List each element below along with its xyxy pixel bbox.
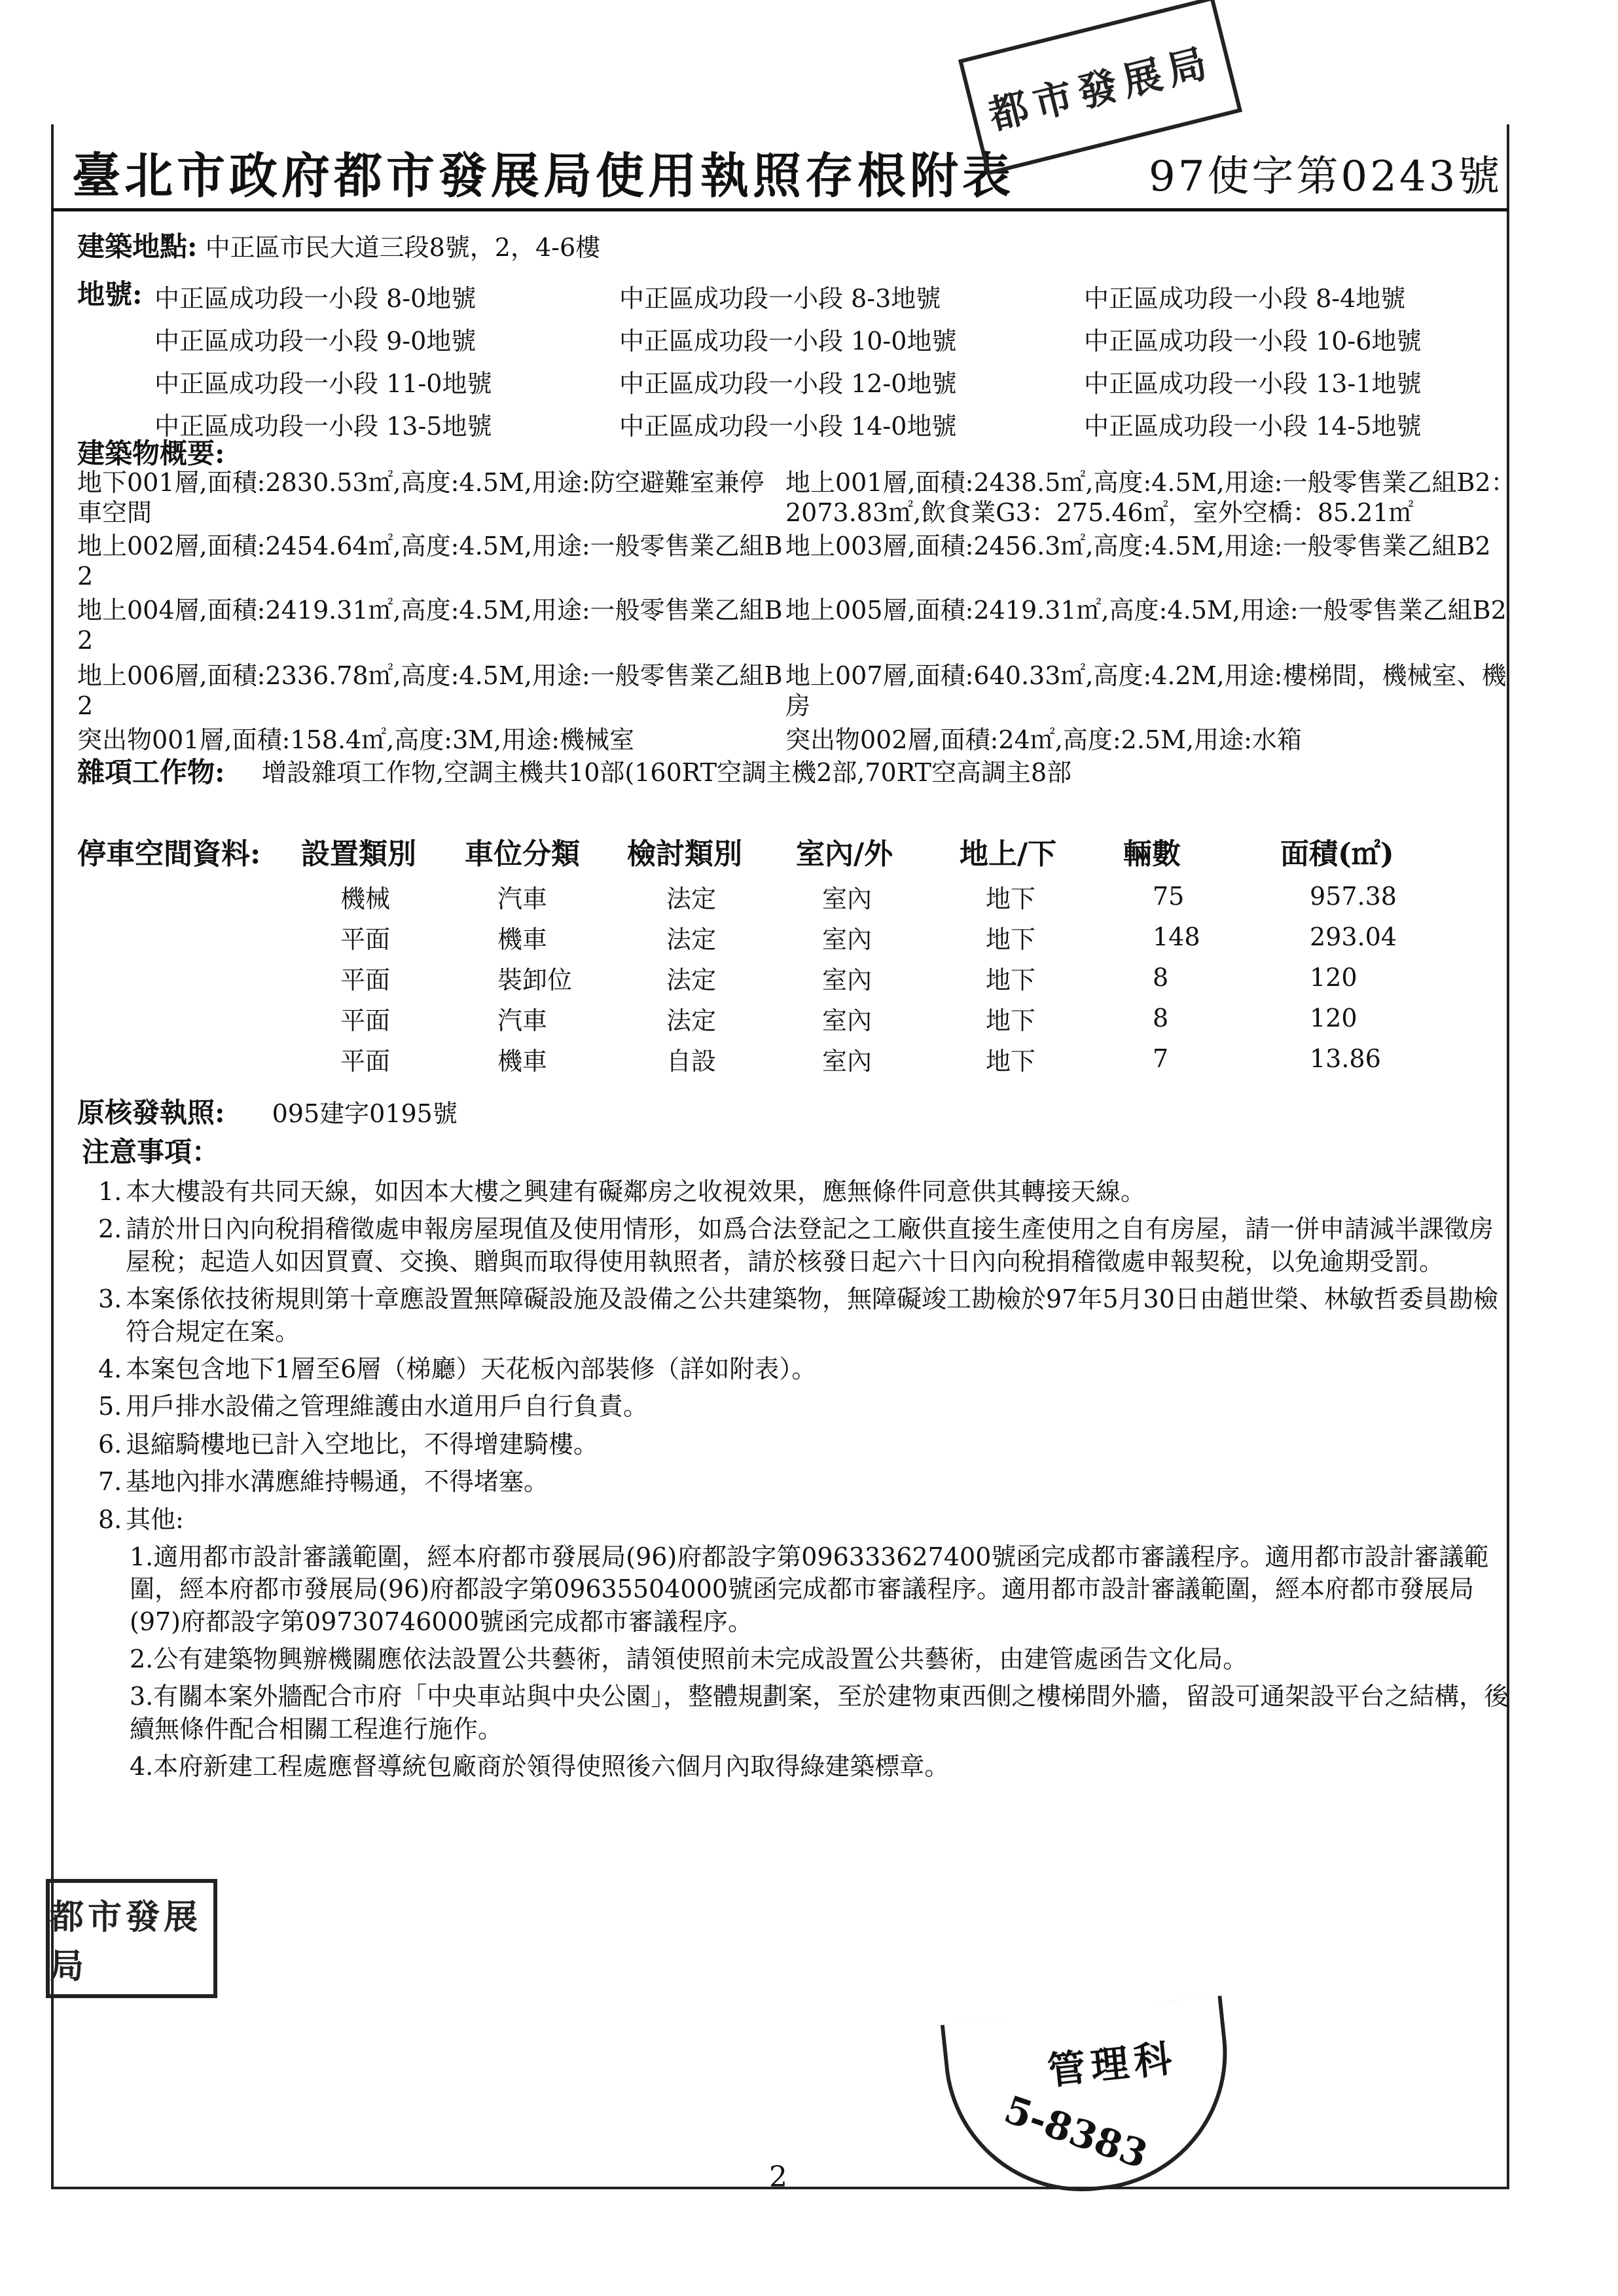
sub-note: 4.本府新建工程處應督導統包廠商於領得使照後六個月內取得綠建築標章。	[130, 1752, 950, 1781]
parking-cell: 室內	[822, 924, 872, 954]
lot-item: 中正區成功段一小段 14-5地號	[1084, 412, 1422, 441]
parking-cell: 汽車	[497, 1006, 548, 1035]
note-number: 6.	[98, 1429, 122, 1459]
sub-note: 3.有關本案外牆配合市府「中央車站與中央公園」，整體規劃案，至於建物東西側之樓梯間外牆，留設可通架設平台之結構，後續無條件配合相關工程進行施作。	[130, 1682, 1509, 1743]
lot-item: 中正區成功段一小段 13-1地號	[1084, 369, 1422, 398]
document-title: 臺北市政府都市發展局使用執照存根附表	[72, 148, 1015, 204]
misc-label: 雜項工作物:	[77, 756, 225, 788]
lot-item: 中正區成功段一小段 9-0地號	[154, 327, 476, 355]
parking-cell: 機車	[497, 924, 548, 954]
note-text: 其他:	[126, 1504, 184, 1534]
building-floor-left: 地上004層,面積:2419.31㎡,高度:4.5M,用途:一般零售業乙組B2	[77, 596, 783, 655]
note-text: 退縮騎樓地已計入空地比，不得增建騎樓。	[126, 1429, 599, 1459]
lot-item: 中正區成功段一小段 13-5地號	[154, 412, 492, 441]
note-text: 用戶排水設備之管理維護由水道用戶自行負責。	[126, 1392, 649, 1421]
table-row	[77, 876, 1437, 917]
note-text: 基地內排水溝應維持暢通，不得堵塞。	[126, 1467, 549, 1497]
lots-grid	[154, 278, 1450, 442]
seal-left-text: 都市發展局	[50, 1897, 202, 1986]
note-text: 本案係依技術規則第十章應設置無障礙設施及設備之公共建築物，無障礙竣工勘檢於97年5月30日由趙世榮、林敏哲委員勘檢符合規定在案。	[126, 1285, 1498, 1346]
building-floor-right: 突出物002層,面積:24㎡,高度:2.5M,用途:水箱	[785, 725, 1302, 754]
list-item	[98, 1504, 1512, 1536]
building-floor-right: 地上001層,面積:2438.5㎡,高度:4.5M,用途:一般零售業乙組B2：2073.83㎡,飲食業G3：275.46㎡，室外空橋：85.21㎡	[785, 468, 1516, 527]
table-row	[77, 998, 1437, 1038]
note-number: 5.	[98, 1392, 122, 1421]
notes-list	[98, 1176, 1512, 1789]
parking-cell: 地下	[986, 965, 1036, 994]
misc-value: 增設雜項工作物,空調主機共10部(160RT空調主機2部,70RT空高調主8部	[262, 758, 1072, 787]
permit-number: 97使字第0243號	[1149, 153, 1503, 201]
building-floor-left: 地上002層,面積:2454.64㎡,高度:4.5M,用途:一般零售業乙組B2	[77, 532, 783, 591]
parking-cell: 8	[1153, 963, 1169, 992]
parking-col-header: 室內/外	[796, 837, 893, 871]
seal-top-text: 都市發展局	[984, 39, 1218, 139]
lot-item: 中正區成功段一小段 11-0地號	[154, 369, 492, 398]
table-row	[77, 917, 1437, 957]
parking-cell: 平面	[340, 965, 391, 994]
list-item	[98, 1213, 1512, 1278]
parking-table	[77, 826, 1437, 1079]
building-floor-right: 地上003層,面積:2456.3㎡,高度:4.5M,用途:一般零售業乙組B2	[785, 532, 1491, 560]
lot-item: 中正區成功段一小段 10-0地號	[619, 327, 957, 355]
parking-cell: 法定	[666, 1006, 717, 1035]
parking-cell: 957.38	[1310, 882, 1397, 911]
parking-cell: 平面	[340, 1046, 391, 1076]
parking-cell: 機車	[497, 1046, 548, 1076]
table-row	[77, 1038, 1437, 1079]
parking-col-header: 輛數	[1123, 837, 1181, 871]
parking-cell: 自設	[666, 1046, 717, 1076]
list-item	[98, 1391, 1512, 1423]
list-item	[98, 1176, 1512, 1208]
lot-item: 中正區成功段一小段 8-4地號	[1084, 284, 1406, 313]
list-item	[98, 1466, 1512, 1498]
parking-cell: 8	[1153, 1004, 1169, 1032]
parking-cell: 室內	[822, 884, 872, 913]
building-floor-right: 地上007層,面積:640.33㎡,高度:4.2M,用途:樓梯間，機械室、機房	[785, 661, 1507, 720]
building-label: 建築物概要:	[77, 437, 225, 469]
parking-col-header: 檢討類別	[627, 837, 742, 871]
parking-cell: 7	[1153, 1044, 1169, 1073]
parking-cell: 293.04	[1310, 922, 1397, 951]
list-item	[98, 1353, 1512, 1385]
parking-cell: 裝卸位	[497, 965, 573, 994]
header-rule	[51, 208, 1508, 211]
note-number: 3.	[98, 1285, 122, 1314]
parking-cell: 13.86	[1310, 1044, 1381, 1073]
note-number: 7.	[98, 1467, 122, 1497]
site-row	[77, 230, 600, 263]
parking-cell: 平面	[340, 1006, 391, 1035]
parking-cell: 法定	[666, 924, 717, 954]
table-row	[77, 957, 1437, 998]
parking-cell: 室內	[822, 965, 872, 994]
lot-item: 中正區成功段一小段 8-3地號	[619, 284, 941, 313]
building-floor-right: 地上005層,面積:2419.31㎡,高度:4.5M,用途:一般零售業乙組B2	[785, 596, 1507, 625]
parking-label: 停車空間資料:	[77, 837, 261, 871]
parking-cell: 120	[1310, 1004, 1357, 1032]
parking-col-header: 面積(㎡)	[1280, 837, 1394, 871]
list-item	[98, 1429, 1512, 1461]
parking-cell: 機械	[340, 884, 391, 913]
parking-cell: 地下	[986, 924, 1036, 954]
list-item	[98, 1283, 1512, 1348]
parking-cell: 室內	[822, 1046, 872, 1076]
lots-label: 地號:	[77, 278, 143, 310]
page-number: 2	[769, 2160, 787, 2194]
building-floor-left: 突出物001層,面積:158.4㎡,高度:3M,用途:機械室	[77, 725, 635, 754]
original-permit-row	[77, 1097, 458, 1129]
building-floor-left: 地下001層,面積:2830.53㎡,高度:4.5M,用途:防空避難室兼停車空間	[77, 468, 764, 527]
original-permit-label: 原核發執照:	[77, 1097, 225, 1129]
parking-cell: 地下	[986, 1006, 1036, 1035]
parking-cell: 地下	[986, 884, 1036, 913]
notes-label: 注意事項：	[82, 1136, 220, 1168]
lot-item: 中正區成功段一小段 8-0地號	[154, 284, 476, 313]
parking-cell: 120	[1310, 963, 1357, 992]
round-seal-number: 5-8383	[999, 2086, 1153, 2178]
parking-cell: 法定	[666, 965, 717, 994]
sub-note: 2.公有建築物興辦機關應依法設置公共藝術，請領使照前未完成設置公共藝術，由建管處函告文化局。	[130, 1645, 1248, 1674]
original-permit-value: 095建字0195號	[272, 1099, 458, 1128]
parking-cell: 148	[1153, 922, 1200, 951]
parking-col-header: 地上/下	[960, 837, 1057, 871]
sub-note: 1.適用都市設計審議範圍，經本府都市發展局(96)府都設字第096333627400號函完成都市審議程序。適用都市設計審議範圍，經本府都市發展局(96)府都設字第09635504000號函完成都市審議程序。適用都市設計審議範圍，經本府都市發展局(97)府都設字第09730746000號函完成都市審議程序。	[130, 1542, 1489, 1636]
note-number: 2.	[98, 1214, 122, 1244]
note-text: 本案包含地下1層至6層（梯廳）天花板內部裝修（詳如附表）。	[126, 1354, 817, 1383]
parking-cell: 室內	[822, 1006, 872, 1035]
round-seal-text: 管理科	[1045, 2035, 1179, 2094]
building-floor-left: 地上006層,面積:2336.78㎡,高度:4.5M,用途:一般零售業乙組B2	[77, 661, 783, 720]
note-number: 4.	[98, 1354, 122, 1383]
parking-col-header: 設置類別	[301, 837, 416, 871]
site-label: 建築地點:	[77, 230, 198, 263]
note-number: 8.	[98, 1504, 122, 1534]
lot-item: 中正區成功段一小段 10-6地號	[1084, 327, 1422, 355]
lot-item: 中正區成功段一小段 12-0地號	[619, 369, 957, 398]
parking-cell: 地下	[986, 1046, 1036, 1076]
parking-cell: 平面	[340, 924, 391, 954]
note-text: 請於卅日內向稅捐稽徵處申報房屋現值及使用情形，如爲合法登記之工廠供直接生產使用之自有房屋，請一併申請減半課徵房屋稅；起造人如因買賣、交換、贈與而取得使用執照者，請於核發日起六十日內向稅捐稽徵處申報契稅，以免逾期受罰。	[126, 1214, 1494, 1276]
parking-col-header: 車位分類	[465, 837, 580, 871]
parking-cell: 汽車	[497, 884, 548, 913]
parking-cell: 法定	[666, 884, 717, 913]
site-value: 中正區市民大道三段8號，2，4-6樓	[205, 233, 601, 262]
official-seal-left	[46, 1879, 217, 1998]
lot-item: 中正區成功段一小段 14-0地號	[619, 412, 957, 441]
parking-header-row	[77, 826, 1437, 876]
note-number: 1.	[98, 1177, 122, 1206]
note-text: 本大樓設有共同天線，如因本大樓之興建有礙鄰房之收視效果，應無條件同意供其轉接天線。	[126, 1177, 1146, 1206]
parking-cell: 75	[1153, 882, 1185, 911]
